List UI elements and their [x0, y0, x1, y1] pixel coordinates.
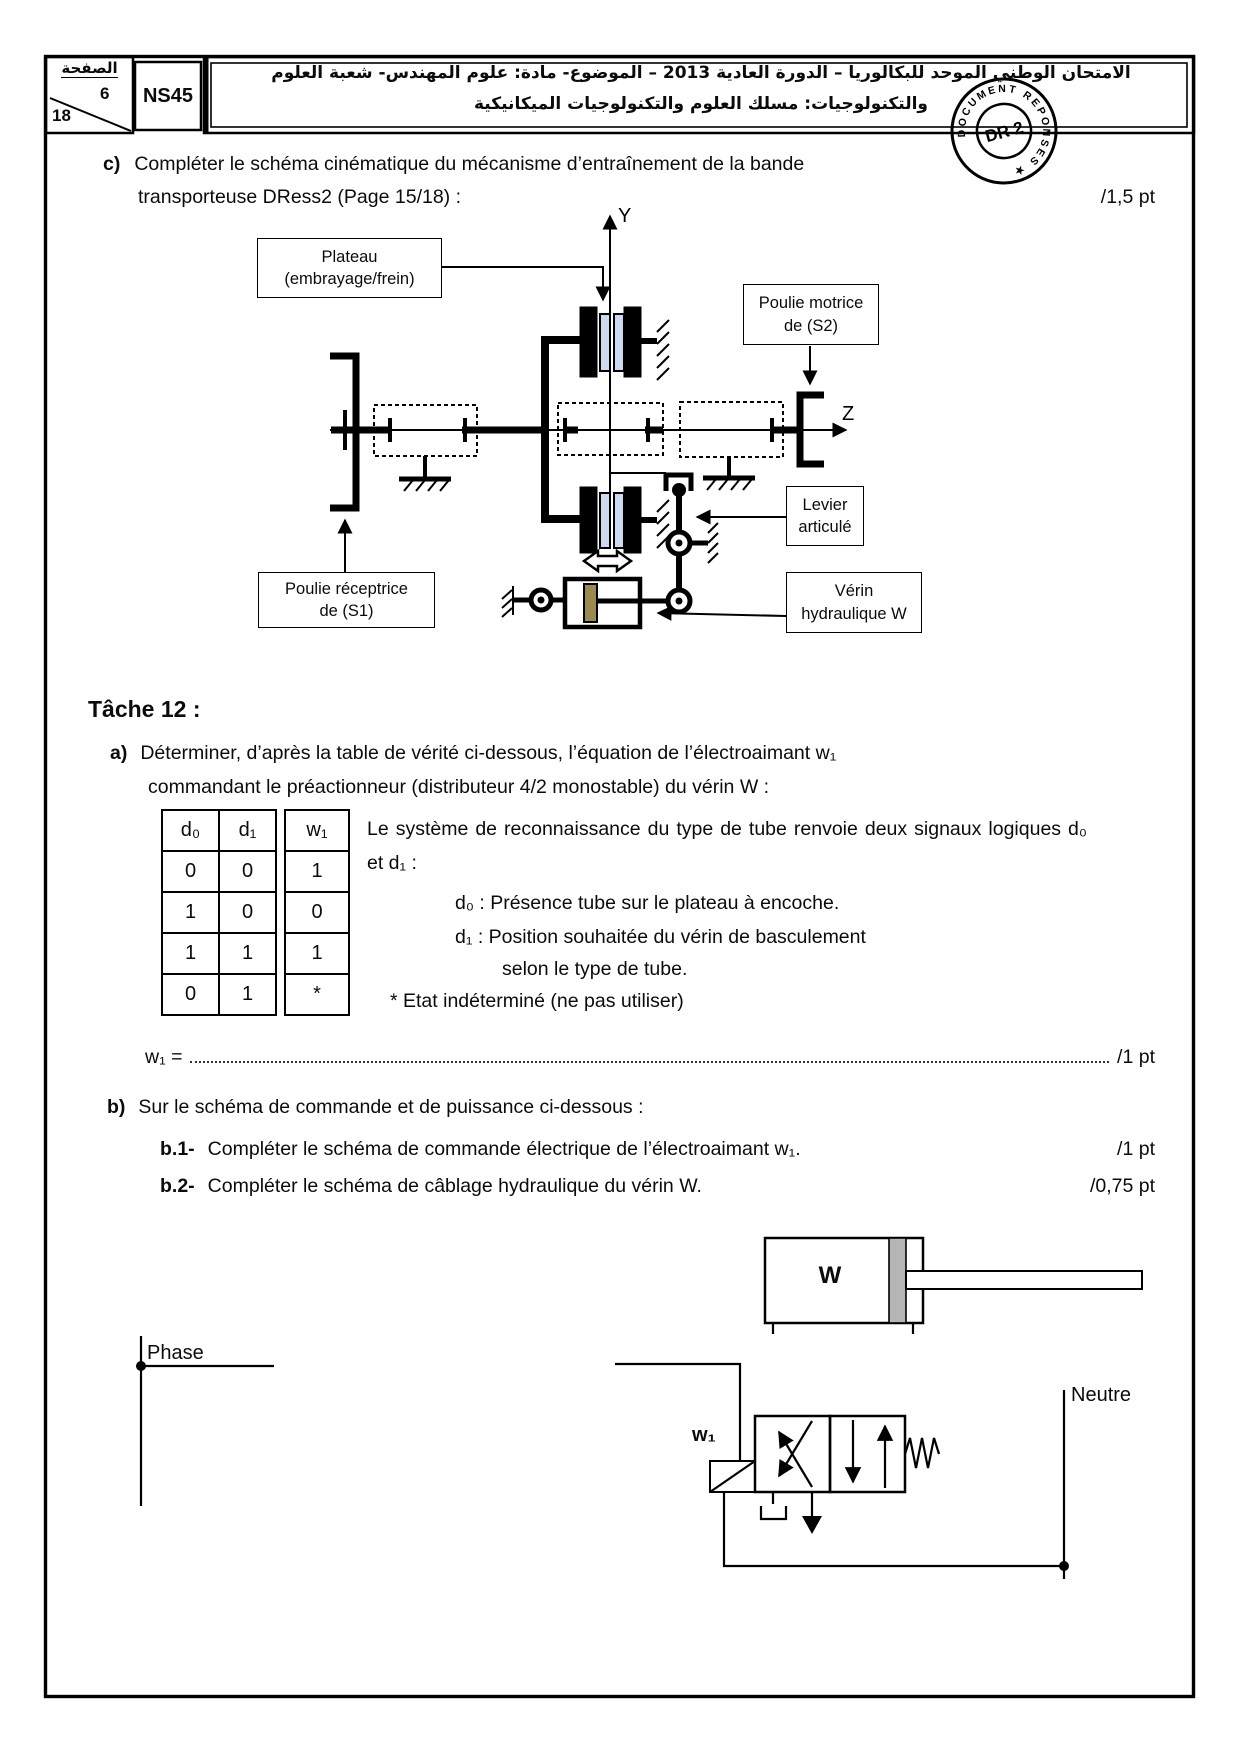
z-axis-label: Z	[842, 403, 855, 425]
label-poulie-receptrice	[258, 572, 435, 628]
label-poulie-motrice-line1: Poulie motrice	[758, 294, 864, 313]
table-row: 0 1	[162, 974, 276, 1015]
label-verin	[786, 572, 922, 633]
label-plateau	[257, 238, 442, 298]
spring-icon	[905, 1438, 939, 1468]
neutre-label: Neutre	[1071, 1384, 1132, 1406]
truth-table-output	[284, 809, 350, 1016]
solenoid-w1-label: w₁	[692, 1424, 716, 1446]
truth-table	[161, 809, 350, 1016]
power-schematic	[136, 1238, 1142, 1579]
equation-lhs: w₁ =	[145, 1046, 183, 1068]
question-b1-text: Compléter le schéma de commande électrique de l’électroaimant w₁.	[207, 1138, 801, 1160]
equation-line	[145, 1046, 1155, 1069]
exam-code: NS45	[142, 84, 194, 107]
note-d1-line1: d₁ : Position souhaitée du vérin de basculement	[455, 926, 866, 948]
bearing-grounds	[399, 456, 755, 491]
page-box-label: الصفحة	[61, 59, 118, 77]
truth-intro: Le système de reconnaissance du type de tube renvoie deux signaux logiques d₀ et d₁ :	[367, 818, 1087, 874]
cylinder-w-label: W	[818, 1262, 842, 1289]
callout-arrows	[345, 267, 810, 616]
stamp-ring-text: DOCUMENT REPONSES ★	[955, 82, 1053, 179]
label-levier-line1: Levier	[802, 495, 848, 514]
table-row: 1	[285, 933, 349, 974]
question-c-line1	[103, 153, 804, 176]
equation-points: /1 pt	[1117, 1046, 1155, 1068]
question-b2-points: /0,75 pt	[1089, 1175, 1155, 1197]
pressure-source-icon	[802, 1516, 822, 1534]
question-a-line1	[110, 742, 836, 765]
question-b1-line	[160, 1138, 1155, 1161]
task-title: Tâche 12 :	[88, 696, 201, 722]
label-poulie-receptrice-line2: de (S1)	[319, 602, 374, 620]
label-plateau-line1: Plateau	[321, 247, 378, 266]
truth-table-inputs	[161, 809, 277, 1016]
header-title-line1: الامتحان الوطني الموحد للبكالوريا – الدورة العادية 2013 – الموضوع- مادة: علوم المهندس- شعبة العلوم	[271, 63, 1131, 83]
note-d1-line2: selon le type de tube.	[502, 958, 688, 980]
solenoid-wire	[615, 1364, 740, 1461]
label-verin-line1: Vérin	[834, 582, 874, 601]
question-b2-label: b.2-	[160, 1175, 195, 1197]
question-c-line2	[138, 186, 1155, 209]
question-b-label: b)	[107, 1096, 126, 1118]
note-star: * Etat indéterminé (ne pas utiliser)	[390, 990, 684, 1012]
answer-dotted-line[interactable]	[190, 1047, 1109, 1063]
clutch-brake-bottom	[580, 487, 669, 571]
label-poulie-receptrice-line1: Poulie réceptrice	[285, 579, 408, 598]
slide-double-arrow-icon	[584, 551, 631, 571]
table-row: 1 1	[162, 933, 276, 974]
label-levier	[786, 486, 864, 546]
valve-4-2	[710, 1416, 939, 1534]
question-b-text: Sur le schéma de commande et de puissance ci-dessous :	[138, 1096, 644, 1118]
y-axis-label: Y	[618, 205, 632, 227]
question-b2-line	[160, 1175, 1155, 1198]
question-c-label: c)	[103, 153, 121, 175]
question-b1-points: /1 pt	[1117, 1138, 1155, 1160]
exhaust-tank-icon	[761, 1492, 786, 1519]
label-levier-line2: articulé	[798, 518, 852, 536]
note-d0: d₀ : Présence tube sur le plateau à encoche.	[455, 892, 840, 914]
neutre-wire	[724, 1390, 1069, 1579]
col-d1: d₁	[219, 810, 276, 851]
label-poulie-motrice	[743, 284, 879, 345]
table-row: 1	[285, 851, 349, 892]
col-w1: w₁	[285, 810, 349, 851]
hydraulic-cylinder-symbol	[502, 579, 690, 627]
table-row: *	[285, 974, 349, 1015]
question-b-line	[107, 1096, 644, 1119]
question-c-text2: transporteuse DRess2 (Page 15/18) :	[138, 186, 462, 208]
question-a-label: a)	[110, 742, 128, 764]
question-b1-label: b.1-	[160, 1138, 195, 1160]
table-row: 0	[285, 892, 349, 933]
question-a-line2: commandant le préactionneur (distributeur 4/2 monostable) du vérin W :	[148, 776, 770, 798]
dr2-stamp	[940, 67, 1067, 194]
question-c-points: /1,5 pt	[1100, 186, 1155, 208]
label-verin-line2: hydraulique W	[801, 604, 907, 623]
page-number-current: 6	[100, 84, 110, 103]
col-d0: d₀	[162, 810, 219, 851]
phase-label: Phase	[147, 1342, 204, 1364]
clutch-brake-top	[580, 307, 669, 380]
table-row: 1 0	[162, 892, 276, 933]
question-a-text1: Déterminer, d’après la table de vérité ci-dessous, l’équation de l’électroaimant w₁	[140, 742, 837, 764]
label-plateau-line2: (embrayage/frein)	[284, 270, 415, 288]
table-row: 0 0	[162, 851, 276, 892]
question-c-text1: Compléter le schéma cinématique du mécanisme d’entraînement de la bande	[134, 153, 805, 175]
label-poulie-motrice-line2: de (S2)	[783, 316, 839, 335]
stamp-code-text: DR 2	[983, 117, 1026, 147]
page-number-total: 18	[52, 106, 71, 125]
header-title-line2: والتكنولوجيات: مسلك العلوم والتكنولوجيات الميكانيكية	[473, 94, 928, 114]
question-b2-text: Compléter le schéma de câblage hydraulique du vérin W.	[207, 1175, 702, 1197]
